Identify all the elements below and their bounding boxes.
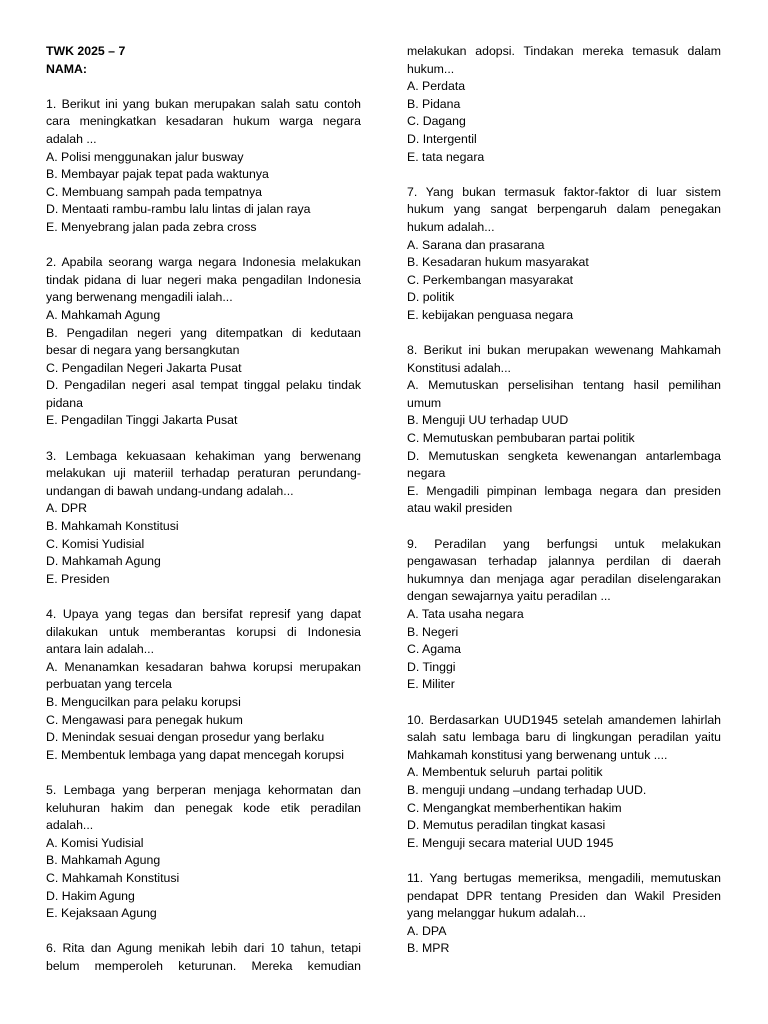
question-5: [46, 782, 361, 923]
option-c: C. Perkembangan masyarakat: [407, 272, 574, 287]
option-e: E. Mengadili pimpinan lembaga negara dan presiden atau wakil presiden: [407, 483, 721, 516]
option-c: C. Dagang: [407, 114, 466, 129]
question-text: 8. Berikut ini bukan merupakan wewenang Mahkamah Konstitusi adalah...: [407, 343, 721, 375]
name-label: NAMA:: [46, 61, 87, 76]
option-a: A. Polisi menggunakan jalur busway: [46, 149, 244, 164]
question-text: 7. Yang bukan termasuk faktor-faktor di luar sistem hukum yang sangat berpengaruh dalam penegakan hukum adalah...: [407, 184, 721, 234]
option-e: E. Menyebrang jalan pada zebra cross: [46, 219, 257, 234]
question-7: [407, 184, 721, 325]
option-c: C. Mahkamah Konstitusi: [46, 870, 180, 885]
option-b: B. Menguji UU terhadap UUD: [407, 413, 569, 428]
option-c: C. Komisi Yudisial: [46, 536, 145, 551]
option-a: A. Menanamkan kesadaran bahwa korupsi merupakan perbuatan yang tercela: [46, 659, 361, 692]
option-b: B. Pengadilan negeri yang ditempatkan di kedutaan besar di negara yang bersangkutan: [46, 325, 361, 358]
option-e: E. kebijakan penguasa negara: [407, 307, 574, 322]
option-e: E. Kejaksaan Agung: [46, 906, 157, 921]
option-b: B. Mahkamah Agung: [46, 853, 161, 868]
question-text-continued: melakukan adopsi. Tindakan mereka temasuk dalam hukum...: [407, 44, 721, 76]
option-e: E. Militer: [407, 677, 455, 692]
question-1: [46, 96, 361, 237]
option-a: A. DPR: [46, 501, 87, 516]
question-text: 3. Lembaga kekuasaan kehakiman yang berwenang melakukan uji materiil terhadap peraturan perundang-undangan di bawah undang-undang adalah...: [46, 448, 361, 498]
option-c: C. Agama: [407, 642, 461, 657]
option-b: B. Mengucilkan para pelaku korupsi: [46, 694, 241, 709]
option-d: D. politik: [407, 290, 455, 305]
option-c: C. Membuang sampah pada tempatnya: [46, 184, 263, 199]
option-e: E. tata negara: [407, 149, 485, 164]
option-b: B. Mahkamah Konstitusi: [46, 519, 179, 534]
option-d: D. Hakim Agung: [46, 888, 135, 903]
option-c: C. Mengawasi para penegak hukum: [46, 712, 243, 727]
option-b: B. Pidana: [407, 96, 461, 111]
option-b: B. MPR: [407, 941, 450, 956]
question-text: 1. Berikut ini yang bukan merupakan salah satu contoh cara meningkatkan kesadaran hukum warga negara adalah ...: [46, 96, 361, 146]
option-c: C. Mengangkat memberhentikan hakim: [407, 800, 622, 815]
option-d: D. Mentaati rambu-rambu lalu lintas di jalan raya: [46, 202, 311, 217]
question-2: [46, 254, 361, 430]
option-d: D. Intergentil: [407, 131, 477, 146]
question-11: [407, 870, 721, 958]
question-6-continued: [407, 43, 721, 166]
question-text: 4. Upaya yang tegas dan bersifat represif yang dapat dilakukan untuk memberantas korupsi di Indonesia antara lain adalah...: [46, 607, 361, 657]
option-a: A. Tata usaha negara: [407, 607, 524, 621]
question-9: [407, 536, 721, 694]
option-a: A. DPA: [407, 923, 447, 938]
option-d: D. Tinggi: [407, 659, 456, 674]
option-b: B. menguji undang –undang terhadap UUD.: [407, 782, 647, 797]
option-e: E. Menguji secara material UUD 1945: [407, 835, 614, 850]
option-b: B. Membayar pajak tepat pada waktunya: [46, 167, 269, 182]
left-column: [46, 43, 361, 975]
question-text: 5. Lembaga yang berperan menjaga kehormatan dan keluhuran hakim dan penegak kode etik peradilan adalah...: [46, 782, 361, 833]
option-d: D. Memutuskan sengketa kewenangan antarlembaga negara: [407, 448, 721, 481]
option-e: E. Presiden: [46, 571, 110, 586]
question-text: 2. Apabila seorang warga negara Indonesia melakukan tindak pidana di luar negeri maka pengadilan Indonesia yang berwenang mengadili ialah...: [46, 255, 361, 305]
option-d: D. Mahkamah Agung: [46, 554, 161, 569]
option-e: E. Membentuk lembaga yang dapat mencegah korupsi: [46, 747, 345, 762]
document-title: TWK 2025 – 7: [46, 44, 126, 58]
question-text: 6. Rita dan Agung menikah lebih dari 10 tahun, tetapi belum memperoleh keturunan. Mereka kemudian: [46, 941, 361, 973]
option-a: A. Komisi Yudisial: [46, 835, 144, 850]
question-8: [407, 342, 721, 518]
option-a: A. Mahkamah Agung: [46, 307, 161, 322]
option-a: A. Membentuk seluruh partai politik: [407, 765, 603, 780]
option-c: C. Pengadilan Negeri Jakarta Pusat: [46, 360, 242, 375]
option-e: E. Pengadilan Tinggi Jakarta Pusat: [46, 413, 238, 428]
option-c: C. Memutuskan pembubaran partai politik: [407, 431, 635, 446]
option-d: D. Pengadilan negeri asal tempat tinggal pelaku tindak pidana: [46, 378, 361, 410]
option-b: B. Kesadaran hukum masyarakat: [407, 255, 589, 270]
question-text: 10. Berdasarkan UUD1945 setelah amandemen lahirlah salah satu lembaga baru di lingkungan peradilan yaitu Mahkamah konstitusi yang berwenang untuk ....: [407, 712, 721, 762]
question-10: [407, 712, 721, 853]
option-a: A. Perdata: [407, 79, 466, 94]
option-b: B. Negeri: [407, 624, 459, 639]
option-a: A. Sarana dan prasarana: [407, 237, 545, 252]
question-4: [46, 606, 361, 764]
question-text: 9. Peradilan yang berfungsi untuk melakukan pengawasan terhadap jalannya perdilan di daerah hukumnya dan menjaga agar peradilan diselengarakan dengan sewajarnya yaitu peradilan ...: [407, 536, 721, 604]
option-d: D. Menindak sesuai dengan prosedur yang berlaku: [46, 730, 325, 745]
question-3: [46, 448, 361, 589]
question-text: 11. Yang bertugas memeriksa, mengadili, memutuskan pendapat DPR tentang Presiden dan Wakil Presiden yang melanggar hukum adalah...: [407, 870, 721, 921]
option-a: A. Memutuskan perselisihan tentang hasil pemilihan umum: [407, 378, 721, 410]
right-column: [407, 43, 721, 958]
option-d: D. Memutus peradilan tingkat kasasi: [407, 818, 606, 833]
question-6-start: [46, 940, 361, 975]
